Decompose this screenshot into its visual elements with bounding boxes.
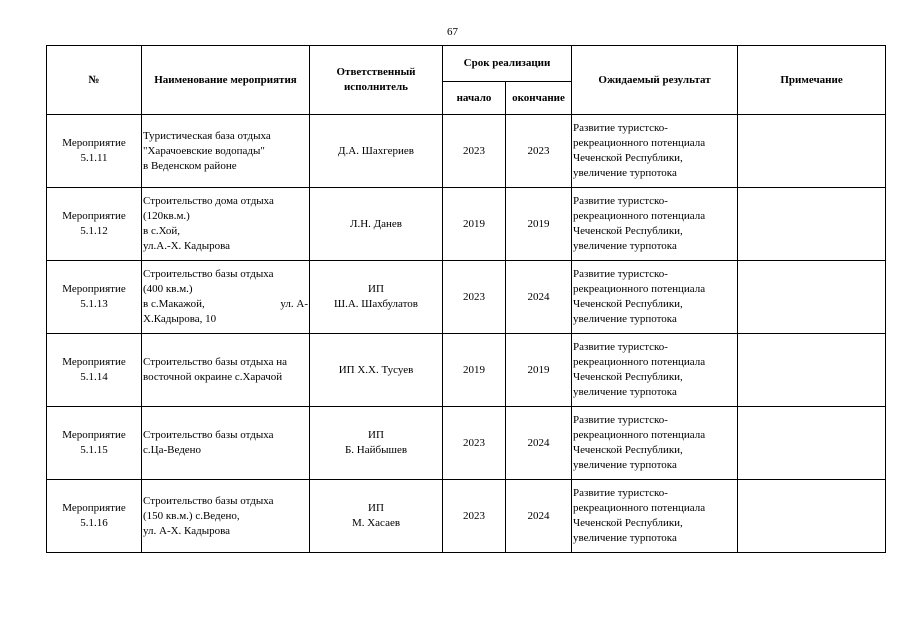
cell-line: 5.1.14: [80, 371, 108, 383]
expected-result-cell: [572, 407, 738, 480]
end-year-cell: 2019: [506, 188, 572, 261]
cell-line: Мероприятие: [62, 283, 126, 295]
responsible-cell: [310, 334, 443, 407]
cell-line: ИП: [368, 283, 384, 295]
header-start: начало: [443, 82, 506, 115]
end-year-cell: 2019: [506, 334, 572, 407]
cell-line: Чеченской Республики,: [573, 517, 683, 529]
end-year-cell: 2024: [506, 261, 572, 334]
cell-line: Чеченской Республики,: [573, 444, 683, 456]
cell-line: Чеченской Республики,: [573, 152, 683, 164]
start-year-cell: 2023: [443, 115, 506, 188]
start-year-cell: 2019: [443, 188, 506, 261]
cell-line: увеличение турпотока: [573, 532, 677, 544]
cell-line: рекреационного потенциала: [573, 283, 706, 295]
cell-line: Чеченской Республики,: [573, 225, 683, 237]
start-year-cell: 2023: [443, 480, 506, 553]
event-name-cell: [142, 407, 310, 480]
table-body: [47, 115, 886, 553]
event-number-cell: [47, 261, 142, 334]
cell-line: [143, 297, 308, 312]
cell-line: (150 кв.м.) с.Ведено,: [143, 509, 240, 522]
expected-result-cell: [572, 334, 738, 407]
event-name-cell: [142, 115, 310, 188]
cell-line: (120кв.м.): [143, 210, 190, 222]
cell-line: Х.Кадырова, 10: [143, 313, 217, 325]
cell-line: Строительство базы отдыха: [143, 268, 274, 280]
cell-line: Мероприятие: [62, 210, 126, 222]
cell-line: Мероприятие: [62, 137, 126, 149]
table-row: [47, 480, 886, 553]
cell-line-part: в с.Макажой,: [143, 298, 205, 310]
event-name-cell: [142, 334, 310, 407]
events-table: [46, 45, 886, 553]
header-end: окончание: [506, 82, 572, 115]
cell-line: Строительство дома отдыха: [143, 195, 274, 207]
responsible-cell: [310, 480, 443, 553]
cell-line: увеличение турпотока: [573, 386, 677, 398]
cell-line: (400 кв.м.): [143, 283, 193, 295]
cell-line: 5.1.13: [80, 298, 108, 310]
event-number-cell: [47, 188, 142, 261]
expected-result-cell: [572, 480, 738, 553]
cell-line: "Харачоевские водопады": [143, 144, 265, 157]
cell-line: увеличение турпотока: [573, 459, 677, 471]
cell-line: восточной окраине с.Харачой: [143, 371, 283, 383]
cell-line: в с.Хой,: [143, 225, 180, 237]
cell-line: 5.1.11: [80, 152, 108, 164]
header-period: Срок реализации: [443, 46, 572, 82]
table-row: [47, 334, 886, 407]
cell-line: Развитие туристско-: [573, 195, 668, 207]
cell-line: Б. Найбышев: [344, 444, 408, 456]
note-cell: [738, 407, 886, 480]
cell-line: 5.1.16: [80, 517, 108, 529]
cell-line: Д.А. Шахгериев: [338, 144, 414, 157]
cell-line: Мероприятие: [62, 502, 126, 514]
note-cell: [738, 115, 886, 188]
responsible-cell: [310, 188, 443, 261]
responsible-cell: [310, 115, 443, 188]
expected-result-cell: [572, 261, 738, 334]
cell-line: Развитие туристско-: [573, 414, 668, 426]
cell-line: увеличение турпотока: [573, 167, 677, 179]
cell-line: ул.А.-Х. Кадырова: [143, 240, 231, 252]
cell-line: Мероприятие: [62, 356, 126, 368]
note-cell: [738, 480, 886, 553]
end-year-cell: 2024: [506, 407, 572, 480]
cell-line: М. Хасаев: [351, 517, 401, 529]
event-number-cell: [47, 407, 142, 480]
event-number-cell: [47, 115, 142, 188]
cell-line: с.Ца-Ведено: [143, 444, 202, 456]
event-name-cell: [142, 480, 310, 553]
cell-line: Строительство базы отдыха на: [143, 356, 287, 368]
cell-line: Ш.А. Шахбулатов: [334, 298, 418, 310]
cell-line: Строительство базы отдыха: [143, 494, 274, 507]
responsible-cell: [310, 261, 443, 334]
cell-line: Развитие туристско-: [573, 341, 668, 353]
header-event-name: Наименование мероприятия: [142, 46, 310, 115]
event-name-cell: [142, 188, 310, 261]
page-number: 67: [447, 26, 458, 38]
expected-result-cell: [572, 115, 738, 188]
table-row: [47, 115, 886, 188]
expected-result-cell: [572, 188, 738, 261]
event-name-cell: [142, 261, 310, 334]
start-year-cell: 2019: [443, 334, 506, 407]
event-number-cell: [47, 480, 142, 553]
end-year-cell: 2023: [506, 115, 572, 188]
cell-line: рекреационного потенциала: [573, 502, 706, 514]
table-row: [47, 188, 886, 261]
cell-line: Чеченской Республики,: [573, 371, 683, 383]
header-note: Примечание: [738, 46, 886, 115]
cell-line: рекреационного потенциала: [573, 137, 706, 149]
cell-line-part: ул. А-: [280, 298, 308, 310]
cell-line: Развитие туристско-: [573, 268, 668, 280]
cell-line: ИП: [368, 429, 384, 441]
cell-line: Чеченской Республики,: [573, 298, 683, 310]
responsible-cell: [310, 407, 443, 480]
header-responsible: Ответственный исполнитель: [310, 46, 443, 115]
cell-line: ИП: [368, 502, 384, 514]
note-cell: [738, 334, 886, 407]
cell-line: Л.Н. Данев: [349, 217, 402, 230]
cell-line: ул. А-Х. Кадырова: [143, 524, 231, 537]
cell-line: Развитие туристско-: [573, 122, 668, 134]
cell-line: Строительство базы отдыха: [143, 429, 274, 441]
cell-line: Туристическая база отдыха: [143, 129, 271, 142]
header-number: №: [47, 46, 142, 115]
table-row: [47, 261, 886, 334]
end-year-cell: 2024: [506, 480, 572, 553]
header-expected-result: Ожидаемый результат: [572, 46, 738, 115]
cell-line: увеличение турпотока: [573, 313, 677, 325]
cell-line: ИП Х.Х. Тусуев: [338, 363, 414, 376]
start-year-cell: 2023: [443, 261, 506, 334]
cell-line: рекреационного потенциала: [573, 356, 706, 368]
cell-line: Развитие туристско-: [573, 487, 668, 499]
start-year-cell: 2023: [443, 407, 506, 480]
cell-line: 5.1.12: [80, 225, 108, 237]
cell-line: рекреационного потенциала: [573, 429, 706, 441]
note-cell: [738, 188, 886, 261]
cell-line: увеличение турпотока: [573, 240, 677, 252]
note-cell: [738, 261, 886, 334]
table-row: [47, 407, 886, 480]
event-number-cell: [47, 334, 142, 407]
cell-line: в Веденском районе: [143, 159, 237, 172]
cell-line: 5.1.15: [80, 444, 108, 456]
cell-line: Мероприятие: [62, 429, 126, 441]
cell-line: рекреационного потенциала: [573, 210, 706, 222]
